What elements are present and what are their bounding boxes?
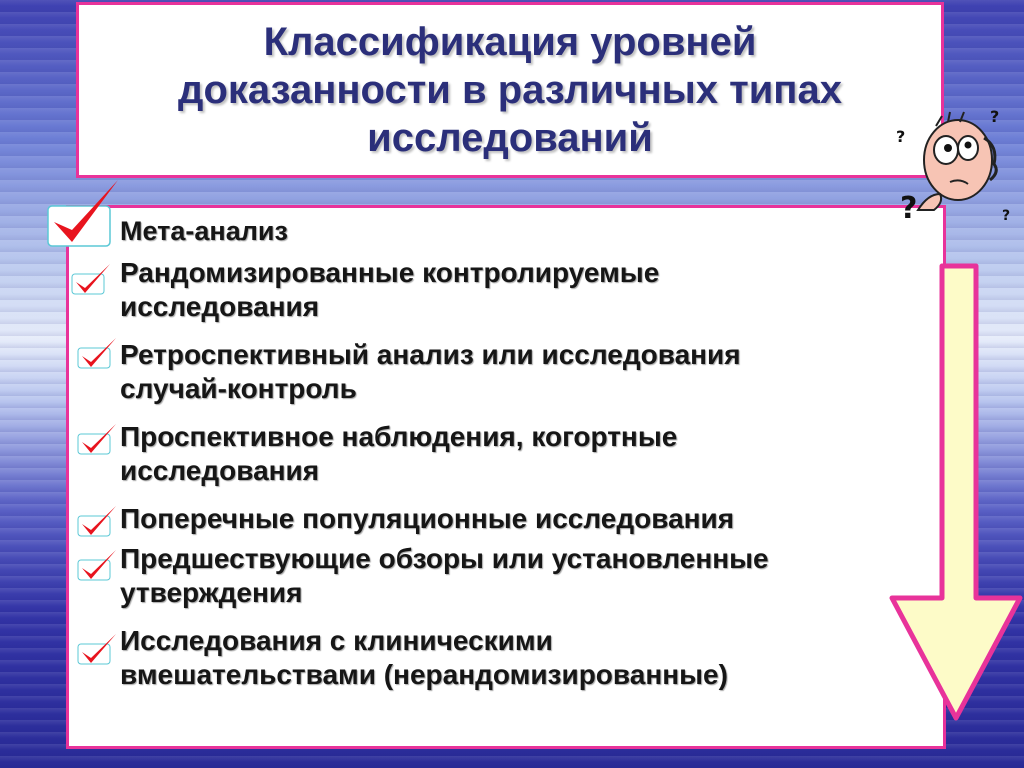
- checkmark-icon: [76, 632, 118, 666]
- svg-text:?: ?: [1002, 208, 1011, 224]
- list-item: Рандомизированные контролируемые исследования: [120, 257, 660, 322]
- checkmark-icon: [70, 262, 112, 296]
- checkmark-icon: [76, 548, 118, 582]
- svg-text:?: ?: [990, 107, 1000, 126]
- list-item: Поперечные популяционные исследования: [120, 503, 735, 534]
- list-item: Мета-анализ: [120, 216, 288, 246]
- down-arrow-icon: [888, 262, 1024, 727]
- evidence-level-list: [120, 214, 900, 706]
- checkmark-icon: [76, 504, 118, 538]
- checkmark-icon: [44, 176, 124, 252]
- svg-text:?: ?: [900, 191, 918, 226]
- checkmark-icon: [76, 422, 118, 456]
- list-item: Ретроспективный анализ или исследования случай-контроль: [120, 339, 741, 404]
- list-item: Проспективное наблюдения, когортные исследования: [120, 421, 678, 486]
- svg-text:?: ?: [896, 127, 906, 146]
- checkmark-icon: [76, 336, 118, 370]
- list-item: Предшествующие обзоры или установленные утверждения: [120, 543, 769, 608]
- title-box: [76, 2, 944, 178]
- confused-thinker-icon: [888, 98, 1018, 233]
- list-item: Исследования с клиническими вмешательствами (нерандомизированные): [120, 625, 728, 690]
- slide-title: Классификация уровней доказанности в различных типах исследований: [178, 20, 842, 160]
